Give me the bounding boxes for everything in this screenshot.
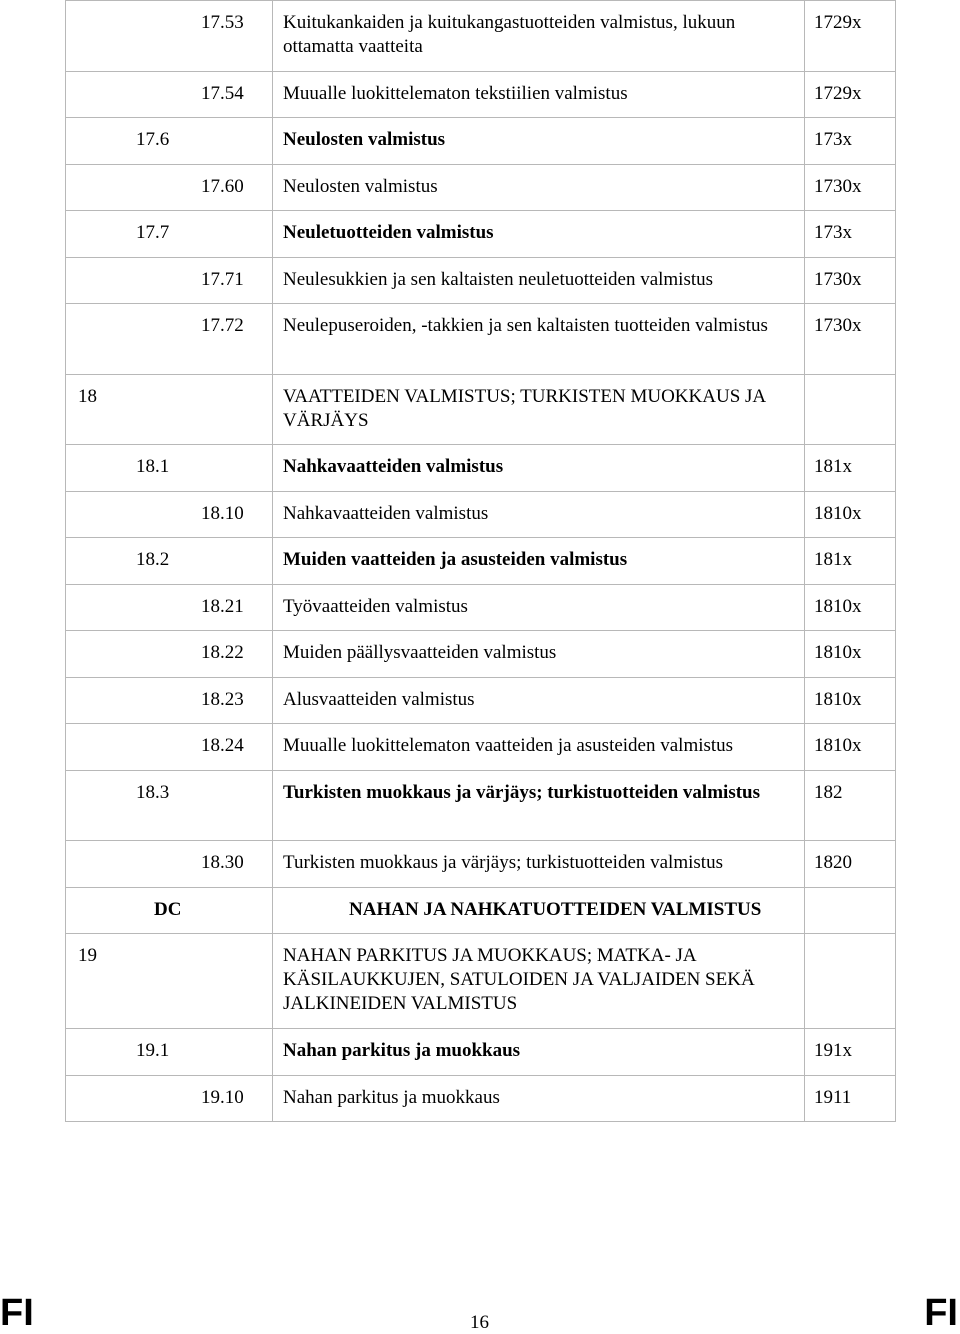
class-description: Muiden vaatteiden ja asusteiden valmistus bbox=[273, 538, 805, 585]
class-code: 17.7 bbox=[136, 222, 170, 243]
class-code: DC bbox=[154, 898, 182, 920]
nace-code: 1810x bbox=[805, 584, 896, 631]
nace-code bbox=[805, 374, 896, 445]
table-row bbox=[66, 770, 896, 841]
class-description: Neulosten valmistus bbox=[273, 118, 805, 165]
nace-code: 1810x bbox=[805, 724, 896, 771]
table-row bbox=[66, 677, 896, 724]
class-code: 19.1 bbox=[136, 1040, 170, 1061]
class-code: 17.6 bbox=[136, 129, 170, 150]
class-description: Muiden päällysvaatteiden valmistus bbox=[273, 631, 805, 678]
class-code: 18.21 bbox=[201, 595, 244, 617]
class-code: 18.30 bbox=[201, 852, 244, 873]
table-row bbox=[66, 304, 896, 375]
table-row bbox=[66, 934, 896, 1029]
nace-code: 173x bbox=[805, 118, 896, 165]
table-row bbox=[66, 584, 896, 631]
class-description: NAHAN JA NAHKATUOTTEIDEN VALMISTUS bbox=[273, 887, 805, 934]
table-row bbox=[66, 1029, 896, 1076]
class-description: Nahan parkitus ja muokkaus bbox=[273, 1075, 805, 1122]
class-code: 18 bbox=[78, 385, 97, 407]
table-row bbox=[66, 257, 896, 304]
table-row bbox=[66, 631, 896, 678]
class-code: 17.54 bbox=[201, 82, 244, 104]
table-row bbox=[66, 445, 896, 492]
nace-code: 173x bbox=[805, 211, 896, 258]
class-description: Nahkavaatteiden valmistus bbox=[273, 445, 805, 492]
class-description: Työvaatteiden valmistus bbox=[273, 584, 805, 631]
nace-code: 191x bbox=[805, 1029, 896, 1076]
class-description: Neuletuotteiden valmistus bbox=[273, 211, 805, 258]
nace-code: 1730x bbox=[805, 164, 896, 211]
class-code: 18.24 bbox=[201, 735, 244, 756]
page-number: 16 bbox=[470, 1312, 489, 1333]
table-row bbox=[66, 211, 896, 258]
class-description: Alusvaatteiden valmistus bbox=[273, 677, 805, 724]
class-description: Kuitukankaiden ja kuitukangastuotteiden valmistus, lukuun ottamatta vaatteita bbox=[273, 1, 805, 72]
table-row bbox=[66, 538, 896, 585]
class-code: 19.10 bbox=[201, 1086, 244, 1108]
class-code: 18.22 bbox=[201, 642, 244, 663]
table-row bbox=[66, 724, 896, 771]
table-row bbox=[66, 887, 896, 934]
class-description: Neulepuseroiden, -takkien ja sen kaltaisten tuotteiden valmistus bbox=[273, 304, 805, 375]
nace-code: 1810x bbox=[805, 491, 896, 538]
class-description: Neulesukkien ja sen kaltaisten neuletuotteiden valmistus bbox=[273, 257, 805, 304]
class-code: 17.53 bbox=[201, 12, 244, 33]
table-row bbox=[66, 118, 896, 165]
nace-code: 1911 bbox=[805, 1075, 896, 1122]
class-code: 17.72 bbox=[201, 315, 244, 336]
nace-code: 1730x bbox=[805, 304, 896, 375]
table-row bbox=[66, 1075, 896, 1122]
class-code: 18.1 bbox=[136, 456, 170, 477]
class-description: Turkisten muokkaus ja värjäys; turkistuotteiden valmistus bbox=[273, 770, 805, 841]
class-code: 17.60 bbox=[201, 175, 244, 197]
table-row bbox=[66, 841, 896, 888]
table-row bbox=[66, 374, 896, 445]
nace-code: 1729x bbox=[805, 1, 896, 72]
table-row bbox=[66, 491, 896, 538]
table-row bbox=[66, 71, 896, 118]
nace-code: 1730x bbox=[805, 257, 896, 304]
nace-code: 181x bbox=[805, 445, 896, 492]
classification-table bbox=[65, 0, 896, 1122]
table-row bbox=[66, 1, 896, 72]
nace-code: 1820 bbox=[805, 841, 896, 888]
class-code: 18.2 bbox=[136, 549, 170, 570]
class-description: Nahan parkitus ja muokkaus bbox=[273, 1029, 805, 1076]
class-code: 17.71 bbox=[201, 268, 244, 290]
class-code: 18.10 bbox=[201, 502, 244, 524]
class-description: Nahkavaatteiden valmistus bbox=[273, 491, 805, 538]
nace-code bbox=[805, 887, 896, 934]
class-description: Muualle luokittelematon tekstiilien valmistus bbox=[273, 71, 805, 118]
class-description: VAATTEIDEN VALMISTUS; TURKISTEN MUOKKAUS JA VÄRJÄYS bbox=[273, 374, 805, 445]
class-description: NAHAN PARKITUS JA MUOKKAUS; MATKA- JA KÄSILAUKKUJEN, SATULOIDEN JA VALJAIDEN SEKÄ JALKINEIDEN VALMISTUS bbox=[273, 934, 805, 1029]
class-description: Neulosten valmistus bbox=[273, 164, 805, 211]
class-description: Turkisten muokkaus ja värjäys; turkistuotteiden valmistus bbox=[273, 841, 805, 888]
class-code: 18.3 bbox=[136, 781, 170, 803]
nace-code: 1729x bbox=[805, 71, 896, 118]
nace-code: 182 bbox=[805, 770, 896, 841]
nace-code: 1810x bbox=[805, 677, 896, 724]
table-row bbox=[66, 164, 896, 211]
footer-country-code-left: FI bbox=[0, 1292, 34, 1334]
nace-code bbox=[805, 934, 896, 1029]
class-code: 18.23 bbox=[201, 688, 244, 710]
nace-code: 181x bbox=[805, 538, 896, 585]
footer-country-code-right: FI bbox=[924, 1292, 958, 1334]
class-code: 19 bbox=[78, 945, 97, 966]
nace-code: 1810x bbox=[805, 631, 896, 678]
class-description: Muualle luokittelematon vaatteiden ja asusteiden valmistus bbox=[273, 724, 805, 771]
